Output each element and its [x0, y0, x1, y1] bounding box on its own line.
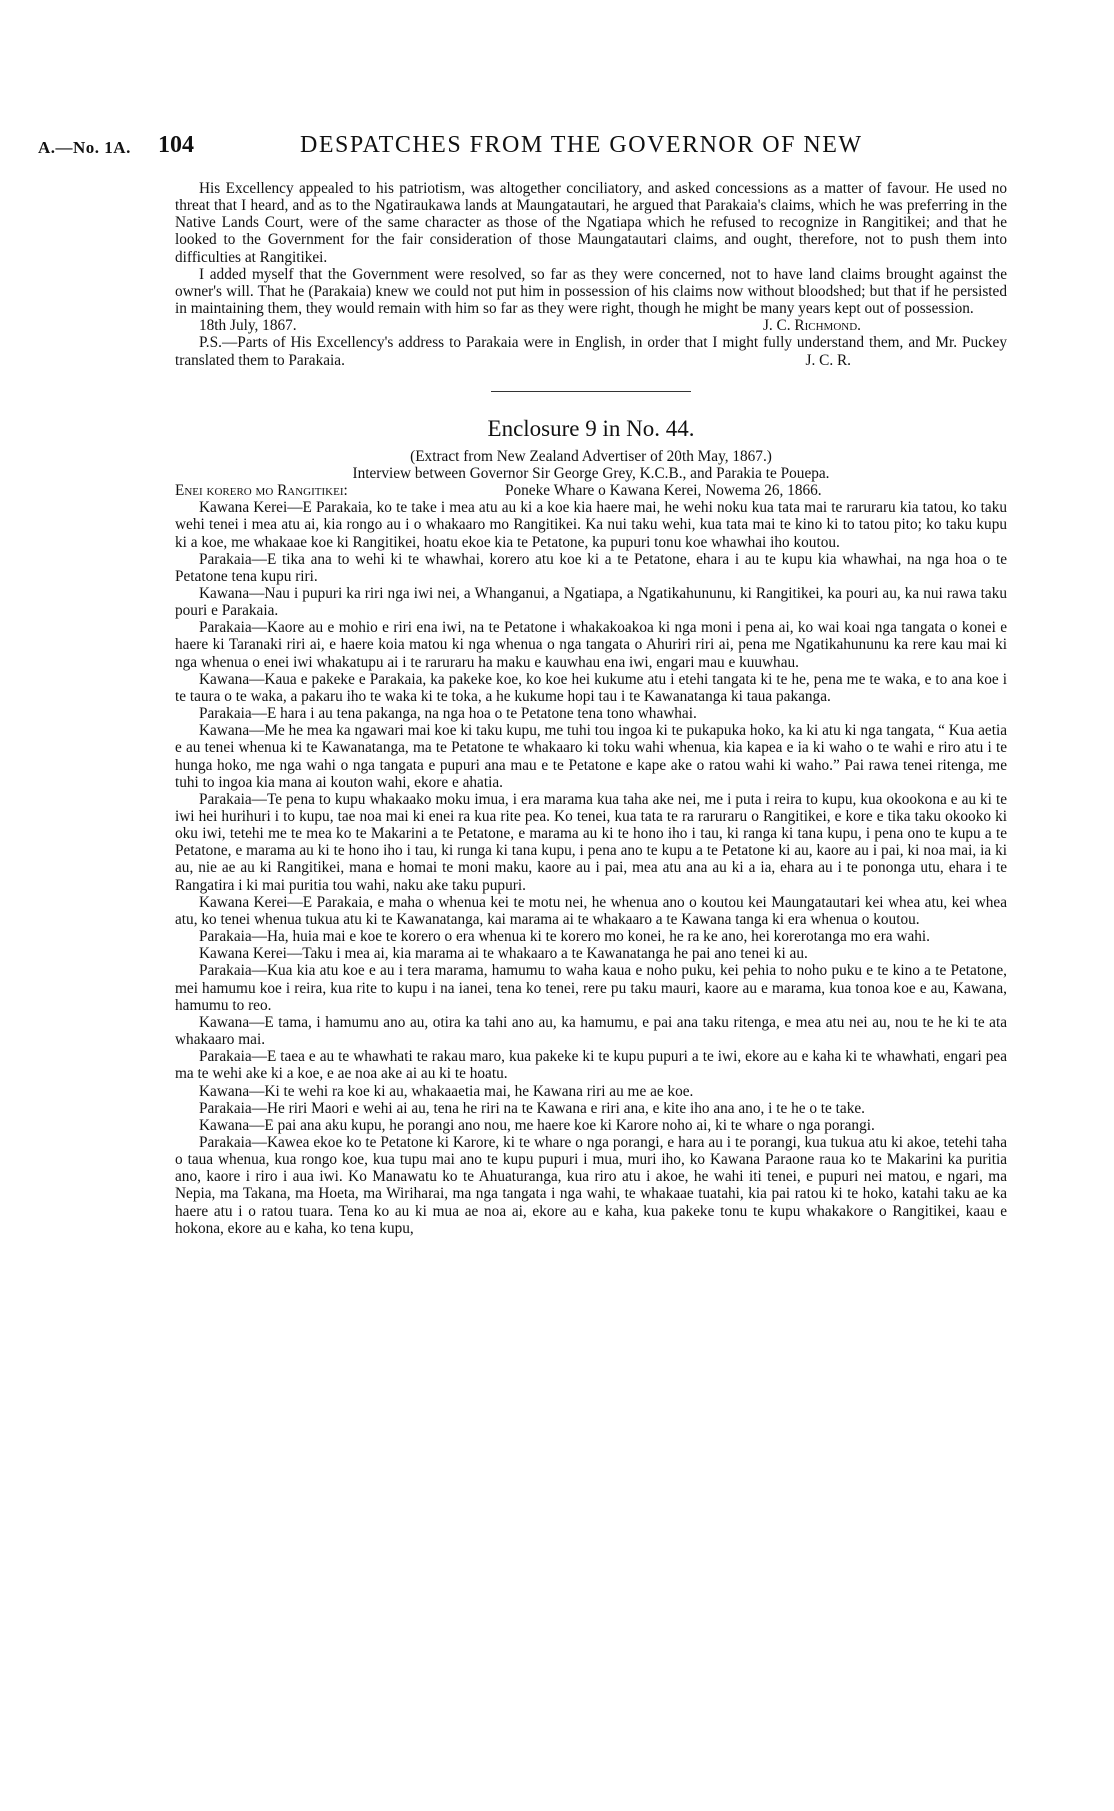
- dialogue-paragraph: Parakaia—E tika ana to wehi ki te whawhai, korero atu koe ki a te Petatone, ehara i au te kupu kia whawhai, na nga hoa o te Petatone tena kupu riri.: [175, 550, 1007, 585]
- date-signature-line: [175, 317, 1007, 334]
- page-header: [38, 128, 1074, 164]
- dialogue-paragraph: Kawana Kerei—E Parakaia, e maha o whenua kei te motu nei, he whenua ano o koutou kei Maungatautari kei whea atu, kei whea atu, ko tenei whenua tukua atu ki te Kawanatanga, kai marama ai te whakaaro a te Kawana tanga ki era whenua o koutou.: [175, 893, 1007, 928]
- dialogue-paragraph: Parakaia—Kaore au e mohio e riri ena iwi, na te Petatone i whakakoakoa ki nga moni i pena ai, ko wai koai nga tangata o konei e haere ki Taranaki riri ai, e haere koia matou ki nga whenua o nga tangata o Ahuriri riri ai, pena me Ngatikahununu ka rere kau mai ki nga whenua o enei iwi whakatupu ai i te raruraru ha maku e kauwhau ena iwi, engari mau e kuuwhau.: [175, 619, 1007, 671]
- page-number: 104: [158, 132, 194, 158]
- dialogue-paragraph: Parakaia—Kawea ekoe ko te Petatone ki Karore, ki te whare o nga porangi, e hara au i te porangi, kua tukua atu ki akoe, tetehi taha o taua whenua, kua rongo koe, kua tupu mai ano te kupu pupuri i mua, muri iho, ko Kawana Paraone raua ko te Makarini ka puritia ano, kaore i riro i aua iwi. Ko Manawatu ko te Ahuaturanga, kua riro atu i akoe, he wahi iti tenei, e pupuri nei matou, e ngari, ma Nepia, ma Takana, ma Hoeta, ma Wiriharai, ma nga tangata i nga wahi, te whakaae tuatahi, kia pai ratou ki te hoko, katahi taku ae ka haere atu i o ratou tuara. Tena ko au ki mua ae noa ai, ekore au e kaha, kua pakeke tonu te kupu whakakore o Rangitikei, kaau e hokona, ekore au e kaha, ko tena kupu,: [175, 1133, 1007, 1237]
- dialogue-paragraph: Kawana—Nau i pupuri ka riri nga iwi nei, a Whanganui, a Ngatiapa, a Ngatikahununu, ki Rangitikei, ka pouri au, ka nui rawa taku pouri e Parakaia.: [175, 584, 1007, 620]
- dialogue-paragraph: Kawana—E tama, i hamumu ano au, otira ka tahi ano au, ka hamumu, e pai ana taku ritenga, e mea atu nei au, nou te he ki te ata whakaaro mai.: [175, 1013, 1007, 1049]
- dialogue-paragraph: Kawana—Me he mea ka ngawari mai koe ki taku kupu, me tuhi tou ingoa ki te pukapuka hoko, ka ki atu ki nga tangata, “ Kua aetia e au tenei whenua ki te Kawanatanga, ma te Petatone te whakaaro ki toku wahi whenua, kia kapea e ia ki waho o te wahi e riro atu i te hunga hoko, me nga wahi o nga tangata e pupuri ana mau e te Petatone e kape ake o ratou wahi ki waho.” Pai rawa tenei ritenga, me tuhi to ingoa kia mana ai kouton wahi, ekore e ahatia.: [175, 722, 1007, 791]
- enei-line: [175, 482, 1007, 499]
- running-title: DESPATCHES FROM THE GOVERNOR OF NEW: [300, 132, 863, 158]
- dialogue-paragraph: Kawana—Kaua e pakeke e Parakaia, ka pakeke koe, ko koe hei kukume atu i etehi tangata ki te he, pena me te waka, e to ana koe i te taura o te waka, a pakaru iho te waka ki te toka, a he kukume hopi tau i te Kawanatanga ki taua pakanga.: [175, 670, 1007, 705]
- body-text: [175, 180, 1007, 1237]
- dialogue-paragraph: Parakaia—Te pena to kupu whakaako moku imua, i era marama kua taha ake nei, me i puta i reira to kupu, kua okookona e au ki te iwi hei hurihuri i to kupu, tae noa mai ki enei ra kua rite pea. Ko tenei, kua tata te ra raruraru o Rangitikei, e kore e tika taku okooko ki oku iwi, tetehi me te mea ko te Makarini a te Petatone, e marama au ki te hono iho i tau, ki ranga ki tana kupu, i pena ono te kupu a te Petatone, e marama au ki te hono iho i tau, ki runga ki tana kupu, i pena ano te kupu a te Petatone ki au, kaore au i pai, ki noa mai, ia ki au, nie ae au ki Rangitikei, mana e homai te moni maku, kaore au i pai, mea atu ana au ki a ia, ehara au i te pononga utu, ehara i te Rangatira i ki mai puritia tou wahi, naku ake taku pupuri.: [175, 790, 1007, 894]
- enclosure-title: Enclosure 9 in No. 44.: [487, 415, 695, 441]
- dialogue-paragraph: Kawana—Ki te wehi ra koe ki au, whakaaetia mai, he Kawana riri au me ae koe.: [199, 1082, 694, 1100]
- dialogue-paragraph: Parakaia—E taea e au te whawhati te rakau maro, kua pakeke ki te kupu pupuri a te iwi, ekore au e kaha ki te whawhati, engari pea ma te wehi ake ki a koe, e ae noa ake ai au ki te hoatu.: [175, 1048, 1007, 1083]
- dialogue-paragraph: Parakaia—He riri Maori e wehi ai au, tena he riri na te Kawana e riri ana, e kite iho ana ano, i te he o te take.: [199, 1099, 865, 1117]
- dialogue-paragraph: Kawana Kerei—Taku i mea ai, kia marama ai te whakaaro a te Kawanatanga he pai ano tenei ki au.: [199, 945, 808, 963]
- postscript-text: P.S.—Parts of His Excellency's address to Parakaia were in English, in order that I might fully understand them, and Mr. Puckey translated them to Parakaia.: [175, 334, 1007, 369]
- dialogue-paragraph: Kawana—E pai ana aku kupu, he porangi ano nou, me haere koe ki Karore noho ai, ki te whare o nga porangi.: [199, 1116, 875, 1134]
- dialogue-paragraph: Parakaia—E hara i au tena pakanga, na nga hoa o te Petatone tena tono whawhai.: [199, 705, 697, 723]
- enclosure-subtitle: Interview between Governor Sir George Grey, K.C.B., and Parakia te Pouepa.: [352, 464, 830, 482]
- memo-date: 18th July, 1867.: [199, 317, 297, 335]
- dialogue-paragraph: Parakaia—Ha, huia mai e koe te korero o era whenua ki te korero mo konei, he ra ke ano, hei korerotanga mo era wahi.: [199, 928, 930, 946]
- memo-signature: J. C. Richmond.: [762, 317, 861, 335]
- dialogue-paragraph: Kawana Kerei—E Parakaia, ko te take i mea atu au ki a koe kia haere mai, he wehi noku kua tata mai te raruraru kia tatou, ko taku wehi tenei i mea atu ai, kia rongo au i o whakaaro mo Rangitikei. Ka nui taku wehi, kua tata mai te kino ki to tatou pito; ko taku kupu ki a koe, me whakaae koe ki Rangitikei, hoatu ekoe kia te Petatone, ka pupuri tonu koe whawhai iho koutou.: [175, 499, 1007, 551]
- postscript-initials: J. C. R.: [805, 351, 851, 369]
- memo-paragraph-2: I added myself that the Government were resolved, so far as they were concerned, not to have land claims brought against the owner's will. That he (Parakaia) knew we could not put him in possession of his claims now without bloodshed; but that if he persisted in maintaining them, they would remain with him so far as they were right, though he might be many years kept out of possession.: [175, 265, 1007, 318]
- memo-paragraph-1: His Excellency appealed to his patriotism, was altogether conciliatory, and asked concessions as a matter of favour. He used no threat that I heard, and as to the Ngatiraukawa lands at Maungatautari, he argued that Parakaia's claims, which he was preferring in the Native Lands Court, were of the same character as those of the Ngatiapa which he refused to recognize in Rangitikei; and that he looked to the Government for the fair consideration of those Maungatautari claims, and ought, therefore, not to push them into difficulties at Rangitikei.: [175, 180, 1007, 266]
- enclosure-source: (Extract from New Zealand Advertiser of 20th May, 1867.): [410, 447, 772, 465]
- postscript: [175, 334, 1007, 368]
- parliamentary-reference: A.—No. 1A.: [38, 138, 131, 157]
- enei-place-date: Poneke Whare o Kawana Kerei, Nowema 26, 1866.: [505, 482, 822, 500]
- enei-heading: Enei korero mo Rangitikei:: [175, 482, 348, 500]
- dialogue-paragraph: Parakaia—Kua kia atu koe e au i tera marama, hamumu to waha kaua e noho puku, kei pehia to noho puku e te kino a te Petatone, mei hamumu koe i reira, kua rite to kupu i na ianei, tena ko tenei, rere pu taku mauri, kaore au e marama, kua tonoa koe e au, Kawana, hamumu to reo.: [175, 962, 1007, 1014]
- section-divider: [491, 391, 691, 392]
